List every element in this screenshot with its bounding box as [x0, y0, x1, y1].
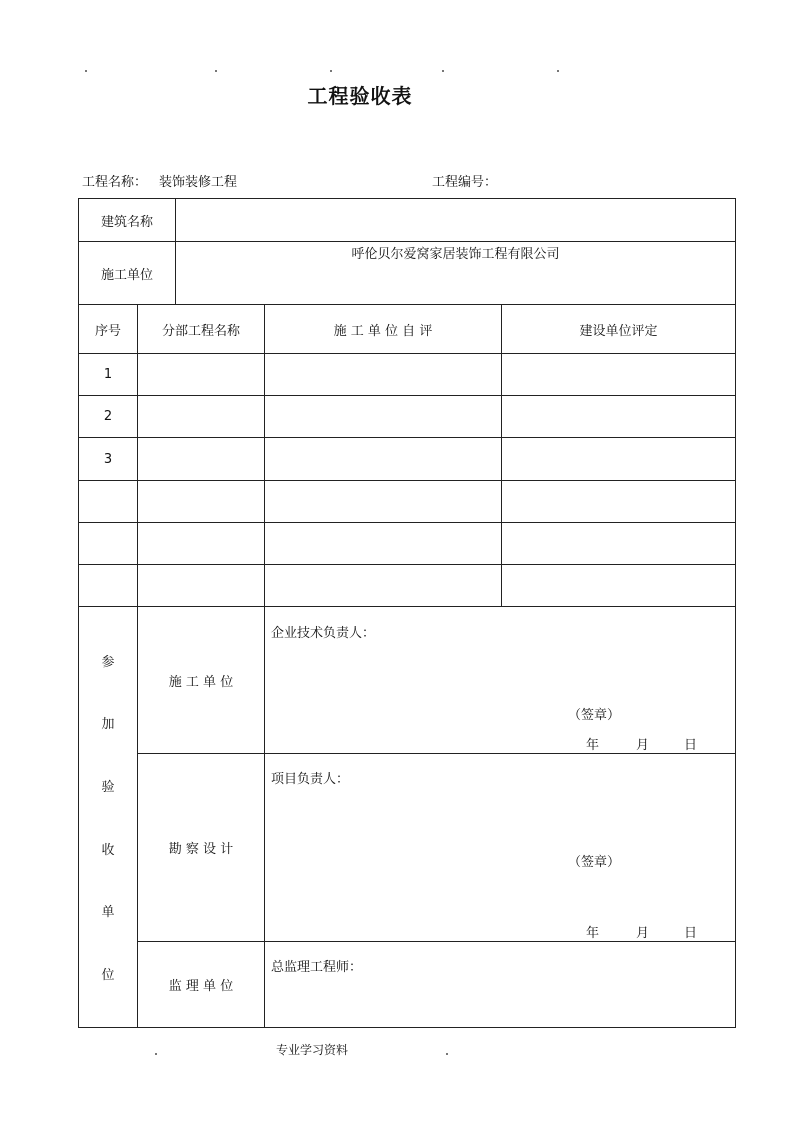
- table-border: [78, 198, 736, 199]
- seal-label: （签章）: [568, 708, 621, 723]
- project-name-value: 装饰装修工程: [159, 175, 238, 190]
- building-name-label: 建筑名称: [100, 214, 153, 230]
- table-border: [78, 1027, 736, 1028]
- participating-units-label: [79, 607, 137, 1027]
- row-number: 3: [103, 451, 113, 467]
- signatory-label: 企业技术负责人：: [271, 626, 376, 641]
- month-label: 月: [636, 926, 650, 941]
- vertical-char: 位: [101, 968, 115, 984]
- section-unit-supervision: 监 理 单 位: [168, 979, 234, 994]
- table-border: [264, 304, 265, 1027]
- vertical-char: 加: [101, 717, 115, 733]
- decor-dot: [557, 70, 559, 72]
- vertical-char: 参: [101, 654, 115, 670]
- construction-unit-value: 呼伦贝尔爱窝家居装饰工程有限公司: [351, 247, 560, 262]
- day-label: 日: [684, 926, 698, 941]
- signatory-label: 项目负责人：: [271, 772, 350, 787]
- decor-dot: [446, 1053, 448, 1055]
- table-border: [78, 353, 736, 354]
- section-unit-survey-design: 勘 察 设 计: [168, 842, 234, 857]
- table-border: [78, 480, 736, 481]
- vertical-char: 收: [101, 842, 115, 858]
- row-number: 1: [103, 367, 113, 382]
- vertical-char: 验: [101, 780, 115, 796]
- day-label: 日: [684, 738, 698, 753]
- decor-dot: [85, 70, 87, 72]
- construction-unit-label: 施工单位: [100, 267, 153, 283]
- year-label: 年: [586, 738, 600, 753]
- table-border: [78, 241, 736, 242]
- column-header: 建设单位评定: [579, 323, 658, 339]
- decor-dot: [215, 70, 217, 72]
- decor-dot: [330, 70, 332, 72]
- table-border: [78, 522, 736, 523]
- footer-text: 专业学习资料: [276, 1043, 349, 1057]
- year-label: 年: [586, 926, 600, 941]
- table-border: [735, 198, 736, 1028]
- column-header: 分部工程名称: [161, 323, 240, 339]
- column-header: 序号: [94, 323, 121, 339]
- project-name-label: 工程名称：: [82, 175, 148, 190]
- signatory-label: 总监理工程师：: [271, 960, 363, 975]
- table-border: [78, 437, 736, 438]
- month-label: 月: [636, 738, 650, 753]
- decor-dot: [155, 1053, 157, 1055]
- seal-label: （签章）: [568, 855, 621, 870]
- row-number: 2: [103, 409, 113, 424]
- project-number-label: 工程编号：: [432, 175, 498, 190]
- decor-dot: [442, 70, 444, 72]
- section-unit-construction: 施 工 单 位: [168, 674, 234, 690]
- vertical-char: 单: [101, 905, 115, 921]
- page-title: 工程验收表: [307, 84, 413, 108]
- table-border: [78, 395, 736, 396]
- column-header: 施 工 单 位 自 评: [333, 323, 433, 339]
- table-border: [78, 564, 736, 565]
